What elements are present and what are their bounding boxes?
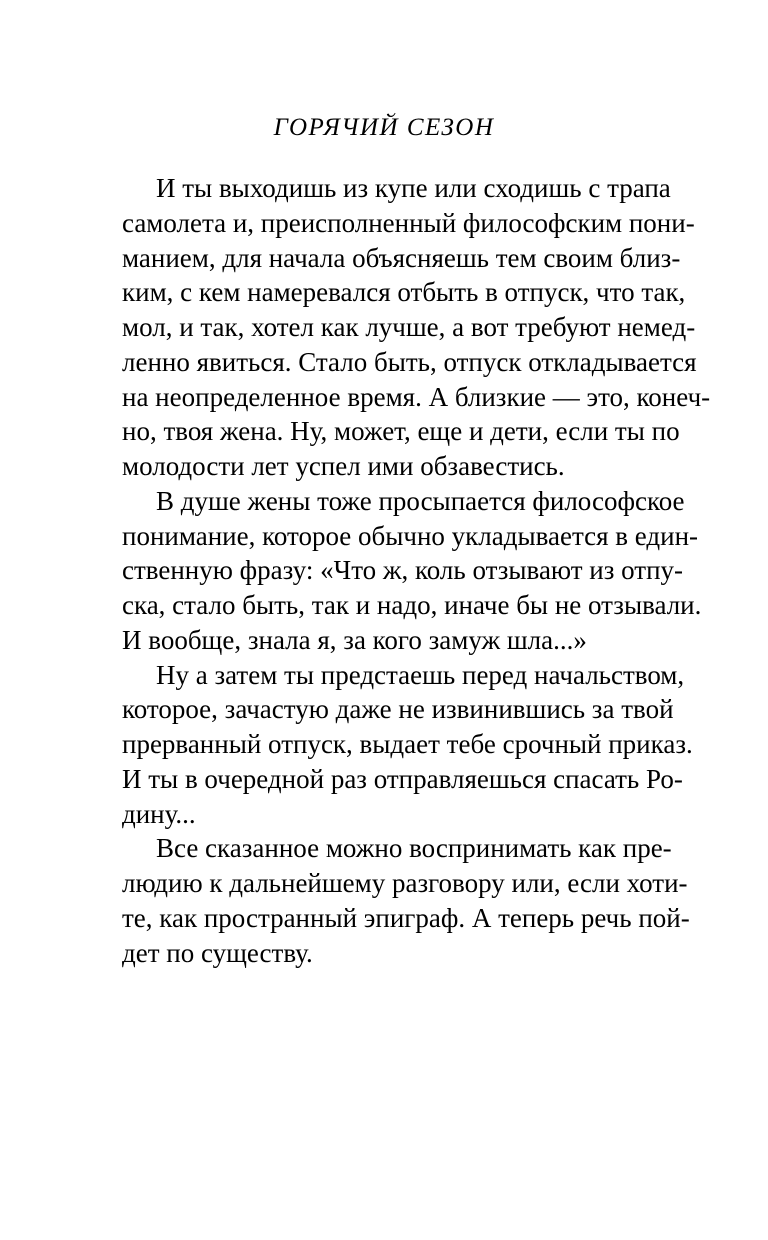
text-line: ска, стало быть, так и надо, иначе бы не отзывали. <box>122 590 702 620</box>
body-text <box>122 171 711 970</box>
text-line: на неопределенное время. А близкие — это, конеч- <box>122 381 711 412</box>
text-line: которое, зачастую даже не извинившись за твой <box>122 694 674 725</box>
text-line: но, твоя жена. Ну, может, еще и дети, если ты по <box>122 416 680 447</box>
text-line: И ты выходишь из купе или сходишь с трапа <box>156 173 671 203</box>
text-line: людию к дальнейшему разговору или, если хоти- <box>122 868 688 898</box>
text-line: дет по существу. <box>122 937 313 968</box>
text-line: И ты в очередной раз отправляешься спасать Ро- <box>122 763 683 794</box>
paragraph <box>122 171 711 484</box>
paragraph <box>122 658 693 832</box>
text-line: Ну а затем ты предстаешь перед начальством, <box>156 659 685 690</box>
paragraph <box>122 831 690 970</box>
text-line: В душе жены тоже просыпается философское <box>156 485 685 516</box>
text-line: манием, для начала объясняешь тем своим близ- <box>122 242 681 273</box>
text-line: мол, и так, хотел как лучше, а вот требуют немед- <box>122 312 696 342</box>
text-line: ким, с кем намеревался отбыть в отпуск, что так, <box>122 277 686 308</box>
paragraph <box>122 484 702 658</box>
text-line: те, как пространный эпиграф. А теперь речь пой- <box>122 902 690 933</box>
text-line: самолета и, преисполненный философским пони- <box>122 207 695 238</box>
text-line: ленно явиться. Стало быть, отпуск откладывается <box>122 346 697 377</box>
text-line: понимание, которое обычно укладывается в един- <box>122 520 699 551</box>
text-line: прерванный отпуск, выдает тебе срочный приказ. <box>122 729 693 759</box>
running-head: ГОРЯЧИЙ СЕЗОН <box>273 114 495 141</box>
text-line: ственную фразу: «Что ж, коль отзывают из отпу- <box>122 555 684 586</box>
text-line: дину... <box>122 798 196 829</box>
text-line: И вообще, знала я, за кого замуж шла...» <box>122 624 587 655</box>
text-line: молодости лет успел ими обзавестись. <box>122 451 565 481</box>
text-line: Все сказанное можно воспринимать как пре- <box>156 833 672 864</box>
